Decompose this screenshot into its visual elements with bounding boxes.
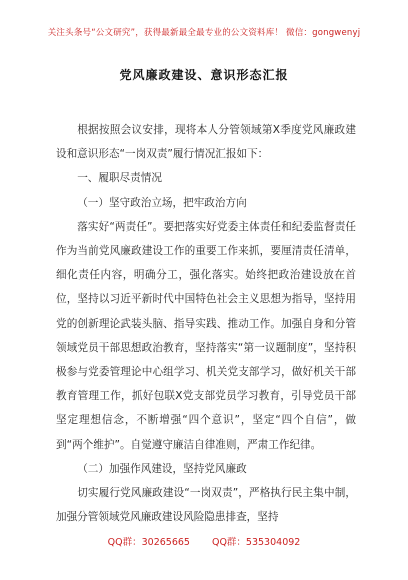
subsection-heading-2: （二）加强作风建设，坚持党风廉政 xyxy=(77,462,247,475)
footer-qq-group-1: QQ群：30265665 xyxy=(107,537,190,548)
intro-paragraph: 根据按照会议安排，现将本人分管领域第X季度党风廉政建设和意识形态“一岗双责”履行情况汇报如下： xyxy=(56,124,356,161)
document-title: 党风廉政建设、意识形态汇报 xyxy=(119,68,289,82)
footer-contact xyxy=(0,534,408,548)
body-paragraph-1: 落实好“两责任”。要把落实好党委主体责任和纪委监督责任作为当前党风廉政建设工作的重要工作来抓，要厘清责任清单，细化责任内容，明确分工，强化落实。始终把政治建设放在首位，坚持以习近平新时代中国特色社会主义思想为指导，坚持用党的创新理论武装头脑、指导实践、推动工作。加强自身和分管领域党员干部思想政治教育，坚持落实“第一议题制度”，坚持积极参与党委管理论中心组学习、机关党支部学习，做好机关干部教育管理工作，抓好包联X党支部党员学习教育，引导党员干部坚定理想信念，不断增强“四个意识”，坚定“四个自信”，做到“两个维护”。自觉遵守廉洁自律准则，严肃工作纪律。 xyxy=(56,220,356,451)
header-banner: 关注头条号“公文研究”，获得最新最全最专业的公文资料库！ 微信：gongwenyj xyxy=(47,28,361,38)
body-paragraph-2: 切实履行党风廉政建设“一岗双责”，严格执行民主集中制，加强分管领域党风廉政建设风险隐患排查，坚持 xyxy=(56,487,356,524)
document-body xyxy=(56,118,356,529)
footer-qq-group-2: QQ群：535304092 xyxy=(211,537,301,548)
subsection-heading-1: （一）坚守政治立场，把牢政治方向 xyxy=(77,196,247,209)
section-heading-1: 一、履职尽责情况 xyxy=(77,172,162,185)
